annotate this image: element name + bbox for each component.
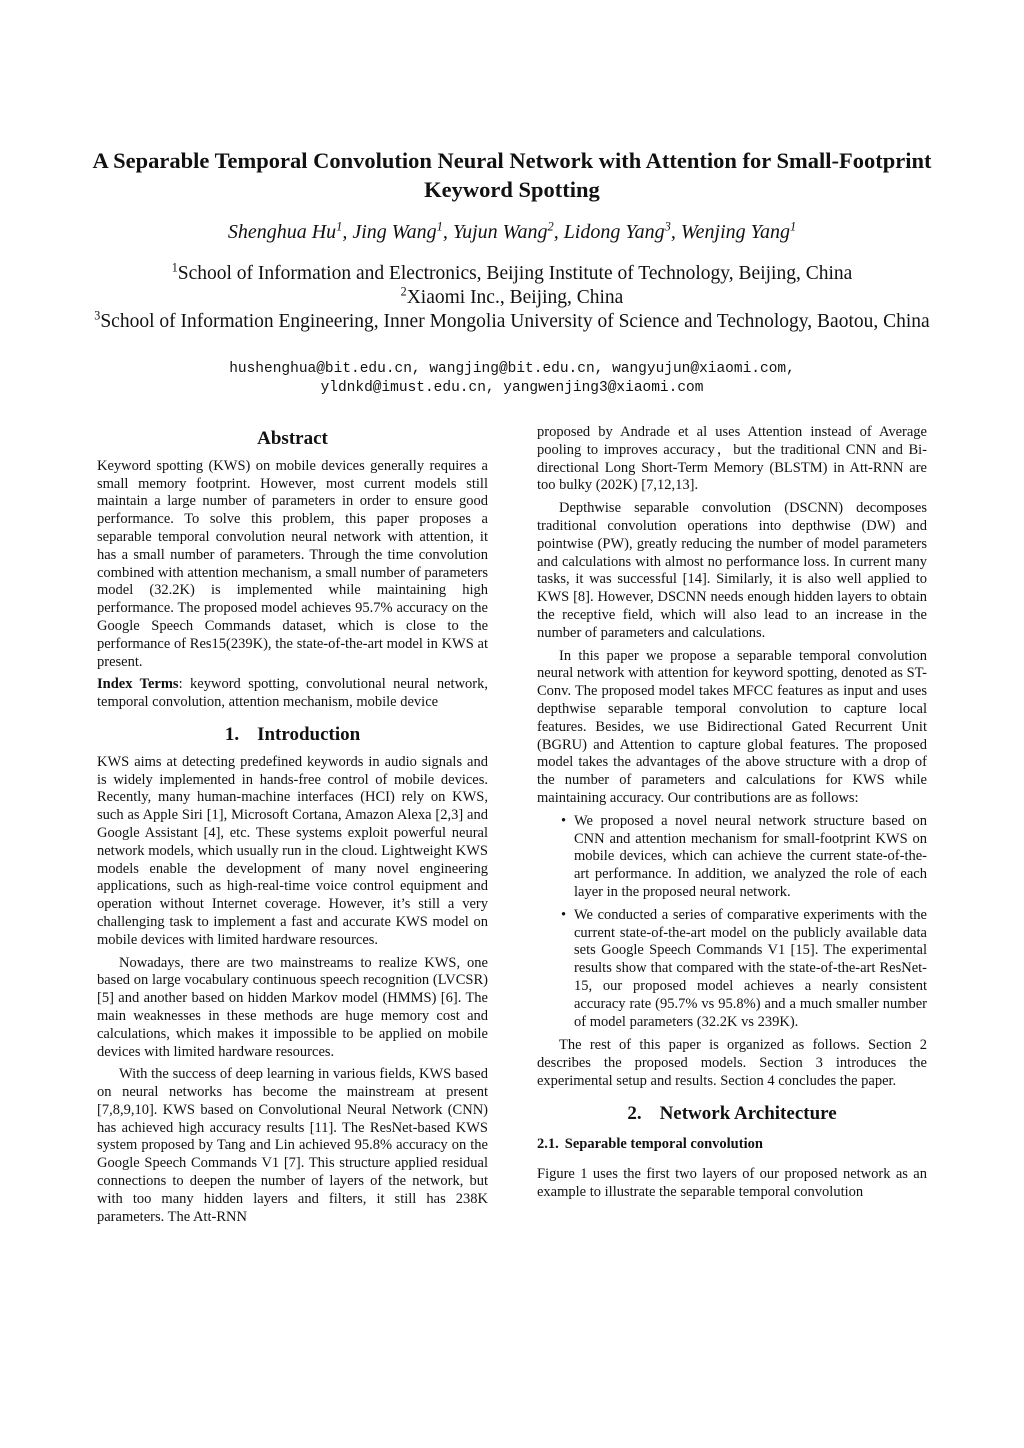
section2-heading: 2. Network Architecture [627,1102,837,1124]
abstract-heading: Abstract [257,428,328,449]
intro-paragraph: Depthwise separable convolution (DSCNN) decomposes traditional convolution operations into depthwise (DW) and pointwise (PW), greatly reducing the number of model parameters and calculations with almost no performance loss. In current many tasks, it was successful [14]. Similarly, it is also well applied to KWS [8]. However, DSCNN needs enough hidden layers to obtain the receptive field, which will also lead to an increase in the number of parameters and calculations. [537,500,927,641]
author: Wenjing Yang$^1$ [680,219,797,243]
paper-title: A Separable Temporal Convolution Neural Network with Attention for Small-Footprint Keyword Spotting [92,148,932,202]
bullet-icon: • [561,906,567,923]
intro-paragraph: Nowadays, there are two mainstreams to realize KWS, one based on large vocabulary continuous speech recognition (LVCSR) [5] and another based on hidden Markov model (HMMS) [6]. The main weaknesses in these methods are huge memory cost and calculations, which makes it impossible to be applied on mobile devices with limited hardware resources. [97,954,488,1060]
abstract-text: Keyword spotting (KWS) on mobile devices generally requires a small memory footprint. However, most current models still maintain a large number of parameters in order to ensure good performance. To solve this problem, this paper proposes a separable temporal convolution neural network with attention, it has a small number of parameters. Through the time convolution combined with attention mechanism, a small number of parameters model (32.2K) is implemented while maintaining high performance. The proposed model achieves 95.7% accuracy on the Google Speech Commands dataset, which is close to the performance of Res15(239K), the state-of-the-art model in KWS at present. [97,457,488,670]
list-item: • We conducted a series of comparative experiments with the current state-of-the-art model on the publicly available data sets Google Speech Commands V1 [15]. The experimental results show that compared with the state-of-the-art ResNet-15, our proposed model achieves a nearly consistent accuracy rate (95.7% vs 95.8%) and a much smaller number of model parameters (32.2K vs 239K). [561,906,927,1030]
affiliation-list [90,262,934,334]
author: Shenghua Hu$^1$ [227,219,343,243]
affiliation: $^2$Xiaomi Inc., Beijing, China [400,284,624,308]
subsection-heading: 2.1. Separable temporal convolution [537,1136,763,1153]
list-item: • We proposed a novel neural network structure based on CNN and attention mechanism for small-footprint KWS on mobile devices, which can achieve the current state-of-the-art performance. In addition, we analyzed the role of each layer in the proposed neural network. [561,812,927,900]
intro-paragraph: proposed by Andrade et al uses Attention instead of Average pooling to improves accuracy，but the traditional CNN and Bi-directional Long Short-Term Memory (BLSTM) in Att-RNN are too bulky (202K) [7,12,13]. [537,424,927,494]
intro-paragraph: With the success of deep learning in various fields, KWS based on neural networks has become the mainstream at present [7,8,9,10]. KWS based on Convolutional Neural Network (CNN) has achieved high accuracy results [11]. The ResNet-based KWS system proposed by Tang and Lin achieved 95.8% accuracy on the Google Speech Commands V1 [7]. This structure applied residual connections to deepen the number of layers of the network, but with too many hidden layers and filters, it still has 238K parameters. The Att-RNN [97,1066,488,1225]
bullet-icon: • [561,812,567,829]
email-list [90,360,934,398]
intro-heading: 1. Introduction [224,723,361,745]
contribution-list [537,813,927,1032]
author: Jing Wang$^1$ [352,219,443,243]
author: Yujun Wang$^2$ [452,219,554,243]
intro-closing: The rest of this paper is organized as follows. Section 2 describes the proposed models. Section 3 introduces the experimental setup and results. Section 4 concludes the paper. [537,1037,927,1089]
email-line: yldnkd@imust.edu.cn, yangwenjing3@xiaomi.com [320,380,704,396]
index-terms: Index Terms: keyword spotting, convolutional neural network, temporal convolution, attention mechanism, mobile device [97,676,488,711]
author: Lidong Yang$^3$ [563,219,671,243]
email-line: hushenghua@bit.edu.cn, wangjing@bit.edu.cn, wangyujun@xiaomi.com, [229,361,795,377]
right-column [537,424,927,1207]
left-column [97,430,488,1231]
intro-paragraph: In this paper we propose a separable temporal convolution neural network with attention for keyword spotting, denoted as ST-Conv. The proposed model takes MFCC features as input and uses depthwise separable temporal convolution to capture local features. Besides, we use Bidirectional Gated Recurrent Unit (BGRU) and Attention to capture global features. The proposed model takes the advantages of the above structure with a drop of the number of parameters and calculations for KWS while maintaining accuracy. Our contributions are as follows: [537,647,927,806]
affiliation: $^3$School of Information Engineering, Inner Mongolia University of Science and Technology, Baotou, China [94,308,930,332]
intro-paragraph: KWS aims at detecting predefined keywords in audio signals and is widely implemented in hands-free control of mobile devices. Recently, many human-machine interfaces (HCI) rely on KWS, such as Apple Siri [1], Microsoft Cortana, Amazon Alexa [2,3] and Google Assistant [4], etc. These systems exploit powerful neural network models, which usually run in the cloud. Lightweight KWS models enable the development of many novel engineering applications, such as high-real-time voice control equipment and operation without Internet coverage. However, it’s still a very challenging task to implement a fast and accurate KWS model on mobile devices with limited hardware resources. [97,753,488,948]
section2-paragraph: Figure 1 uses the first two layers of our proposed network as an example to illustrate the separable temporal convolution [537,1166,927,1201]
author-list: Shenghua Hu$^1$, Jing Wang$^1$, Yujun Wang$^2$, Lidong Yang$^3$, Wenjing Yang$^1$ [227,219,797,243]
affiliation: $^1$School of Information and Electronics, Beijing Institute of Technology, Beijing, China [171,260,853,284]
